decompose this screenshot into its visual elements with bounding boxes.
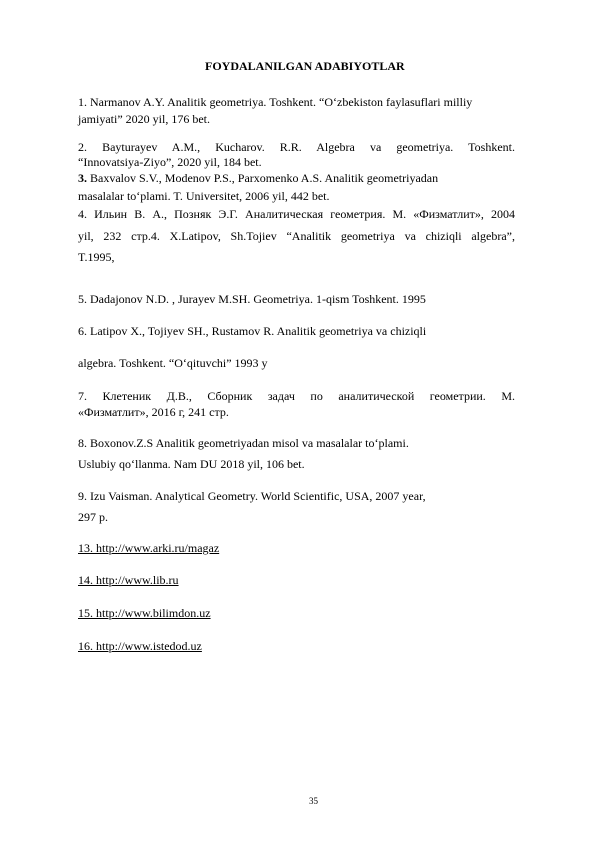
reference-link-15[interactable]: 15. http://www.bilimdon.uz bbox=[78, 606, 211, 620]
reference-7-line-2: «Физматлит», 2016 г, 241 стр. bbox=[78, 405, 229, 419]
reference-2-line-1: 2. Bayturayev A.M., Kucharov. R.R. Algebra va geometriya. Toshkent. bbox=[78, 140, 515, 154]
reference-3-line-1 bbox=[78, 171, 438, 185]
reference-5: 5. Dadajonov N.D. , Jurayev M.SH. Geometriya. 1-qism Toshkent. 1995 bbox=[78, 292, 426, 306]
reference-link-16[interactable]: 16. http://www.istedod.uz bbox=[78, 639, 202, 653]
reference-8-line-1: 8. Boxonov.Z.S Analitik geometriyadan misol va masalalar to‘plami. bbox=[78, 436, 409, 450]
reference-4-line-1: 4. Ильин В. А., Позняк Э.Г. Аналитическая геометрия. М. «Физматлит», 2004 bbox=[78, 207, 515, 221]
page-title: FOYDALANILGAN ADABIYOTLAR bbox=[205, 59, 405, 73]
reference-6-line-1: 6. Latipov X., Tojiyev SH., Rustamov R. Analitik geometriya va chiziqli bbox=[78, 324, 427, 338]
reference-9-line-2: 297 p. bbox=[78, 510, 108, 524]
reference-2-line-2: “Innovatsiya-Ziyo”, 2020 yil, 184 bet. bbox=[78, 155, 262, 169]
reference-link-13[interactable]: 13. http://www.arki.ru/magaz bbox=[78, 541, 220, 555]
reference-link-14[interactable]: 14. http://www.lib.ru bbox=[78, 573, 179, 587]
reference-3-text: Baxvalov S.V., Modenov P.S., Parxomenko A.S. Analitik geometriyadan bbox=[87, 171, 439, 185]
reference-1-line-2: jamiyati” 2020 yil, 176 bet. bbox=[78, 112, 210, 126]
reference-4-line-3: T.1995, bbox=[78, 250, 115, 264]
reference-6-line-2: algebra. Toshkent. “O‘qituvchi” 1993 y bbox=[78, 356, 268, 370]
reference-3-line-2: masalalar to‘plami. T. Universitet, 2006 yil, 442 bet. bbox=[78, 189, 330, 203]
reference-1-line-1: 1. Narmanov A.Y. Analitik geometriya. Toshkent. “O‘zbekiston faylasuflari milliy bbox=[78, 95, 473, 109]
reference-4-line-2: yil, 232 стр.4. X.Latipov, Sh.Tojiev “Analitik geometriya va chiziqli algebra”, bbox=[78, 229, 515, 243]
reference-8-line-2: Uslubiy qo‘llanma. Nam DU 2018 yil, 106 bet. bbox=[78, 457, 305, 471]
reference-3-number: 3. bbox=[78, 171, 87, 185]
reference-9-line-1: 9. Izu Vaisman. Analytical Geometry. World Scientific, USA, 2007 year, bbox=[78, 489, 426, 503]
reference-7-line-1: 7. Клетеник Д.В., Сборник задач по аналитической геометрии. М. bbox=[78, 389, 515, 403]
page-number: 35 bbox=[309, 796, 318, 806]
